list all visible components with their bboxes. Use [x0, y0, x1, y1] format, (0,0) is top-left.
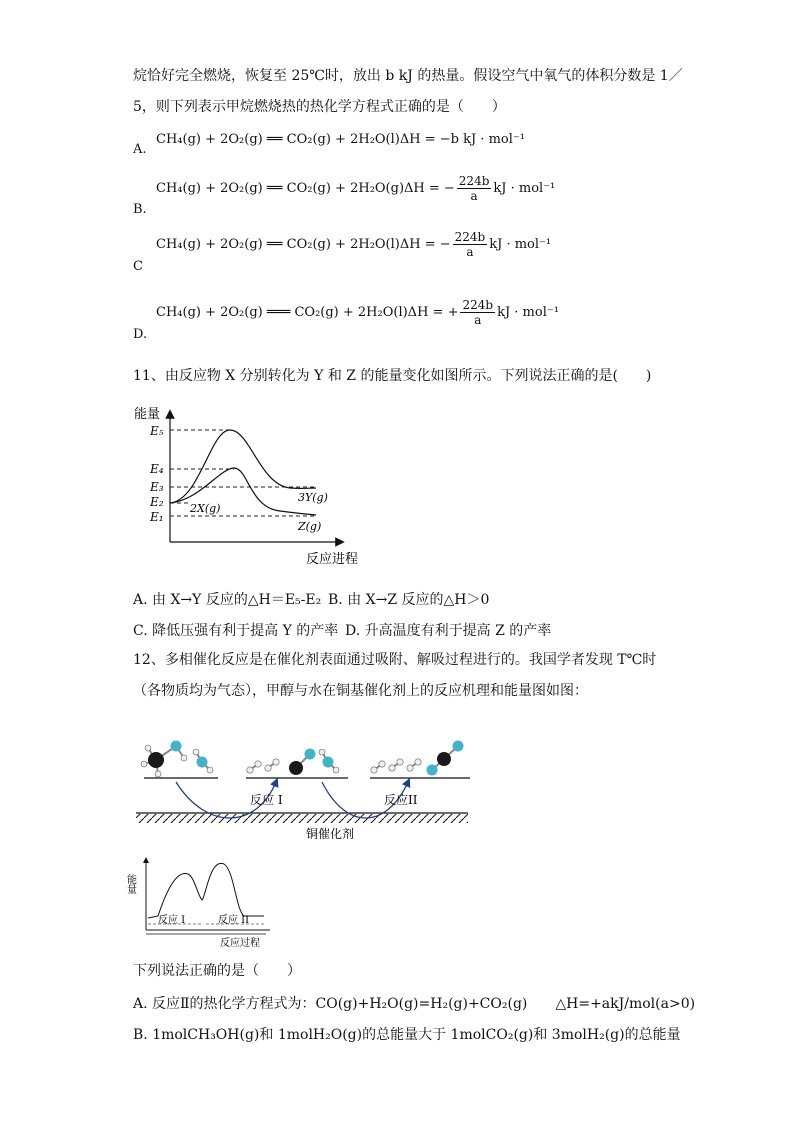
q11-option-a: A. 由 X→Y 反应的△H＝E₅-E₂ [133, 592, 322, 608]
q10-stem-line2: 5，则下列表示甲烷燃烧热的热化学方程式正确的是（ ） [133, 99, 506, 115]
q12-reaction-2-label: 反应II [384, 793, 418, 807]
q11-e4: E₄ [150, 462, 164, 476]
q10-label-d: D. [133, 327, 148, 342]
water-molecule-icon [193, 749, 213, 773]
q11-label-z: Z(g) [298, 520, 322, 533]
q12-energy-r2: 反应 II [218, 915, 250, 926]
q12-question: 下列说法正确的是（ ） [133, 963, 301, 979]
q11-stem: 11、由反应物 X 分别转化为 Y 和 Z 的能量变化如图所示。下列说法正确的是( ) [133, 368, 652, 384]
q10-fraction-c: $\frac{224b}{a}$ [454, 230, 486, 259]
q12-energy-r1: 反应 I [158, 915, 186, 926]
q12-reaction-1-label: 反应 I [250, 793, 283, 807]
q10-fraction-d: $\frac{224b}{a}$ [462, 298, 494, 327]
q12-stem-line1: 12、多相催化反应是在催化剂表面通过吸附、解吸过程进行的。我国学者发现 T℃时 [133, 652, 657, 668]
q10-stem-line1: 烷恰好完全燃烧，恢复至 25℃时，放出 b kJ 的热量。假设空气中氧气的体积分数是 1／ [133, 68, 683, 84]
q10-label-a: A. [133, 142, 147, 157]
q10-label-b: B. [133, 202, 147, 217]
q10-label-c: C [133, 259, 143, 274]
q10-formula-d: CH₄(g) + 2O₂(g) ═══ CO₂(g) + 2H₂O(l)ΔH = + $\frac{224b}{a}$ kJ · mol⁻¹ [156, 298, 559, 327]
q11-e1: E₁ [150, 510, 164, 524]
q12-stem-line2: （各物质均为气态），甲醇与水在铜基催化剂上的反应机理和能量图如图： [133, 683, 588, 699]
q12-energy-y-label: 能量 [124, 874, 136, 894]
q12-catalyst-label: 铜催化剂 [306, 827, 355, 841]
q11-e5: E₅ [150, 424, 164, 438]
q10-formula-a: CH₄(g) + 2O₂(g) ══ CO₂(g) + 2H₂O(l)ΔH = −b kJ · mol⁻¹ [156, 132, 525, 147]
q10-formula-b: CH₄(g) + 2O₂(g) ══ CO₂(g) + 2H₂O(g)ΔH = − $\frac{224b}{a}$ kJ · mol⁻¹ [156, 174, 556, 203]
q11-e3: E₃ [150, 480, 164, 494]
q10-fraction-b: $\frac{224b}{a}$ [458, 174, 490, 203]
hydrogen-molecules-2-icon [371, 759, 421, 773]
q12-energy-curve [148, 863, 264, 918]
q11-label-y: 3Y(g) [298, 491, 328, 504]
q12-mechanism-diagram [136, 730, 472, 845]
q11-option-c: C. 降低压强有利于提高 Y 的产率 [133, 623, 339, 639]
q12-energy-x-label: 反应过程 [220, 938, 260, 949]
q12-energy-diagram [124, 852, 282, 952]
q11-option-d: D. 升高温度有利于提高 Z 的产率 [345, 623, 552, 639]
q12-option-a: A. 反应Ⅱ的热化学方程式为：CO(g)+H₂O(g)=H₂(g)+CO₂(g) △H=+akJ/mol(a>0) [133, 996, 696, 1012]
q11-energy-diagram [130, 400, 380, 572]
q10-formula-c: CH₄(g) + 2O₂(g) ══ CO₂(g) + 2H₂O(l)ΔH = − $\frac{224b}{a}$ kJ · mol⁻¹ [156, 230, 552, 259]
q11-x-label: 反应进程 [306, 552, 359, 567]
q11-curve-y [170, 430, 316, 503]
methanol-molecule-icon [141, 741, 187, 778]
hydrogen-molecules-icon [247, 759, 279, 773]
q11-e2: E₂ [150, 495, 164, 509]
q11-label-x: 2X(g) [190, 502, 221, 515]
water-molecule-2-icon [319, 749, 339, 773]
q11-y-label: 能量 [134, 407, 161, 422]
q11-option-b: B. 由 X→Z 反应的△H＞0 [328, 592, 490, 608]
q12-option-b: B. 1molCH₃OH(g)和 1molH₂O(g)的总能量大于 1molCO₂(g)和 3molH₂(g)的总能量 [133, 1027, 681, 1043]
carbon-dioxide-molecule-icon [427, 741, 464, 776]
carbon-monoxide-molecule-icon [289, 749, 316, 776]
q12-catalyst-surface [136, 814, 468, 823]
